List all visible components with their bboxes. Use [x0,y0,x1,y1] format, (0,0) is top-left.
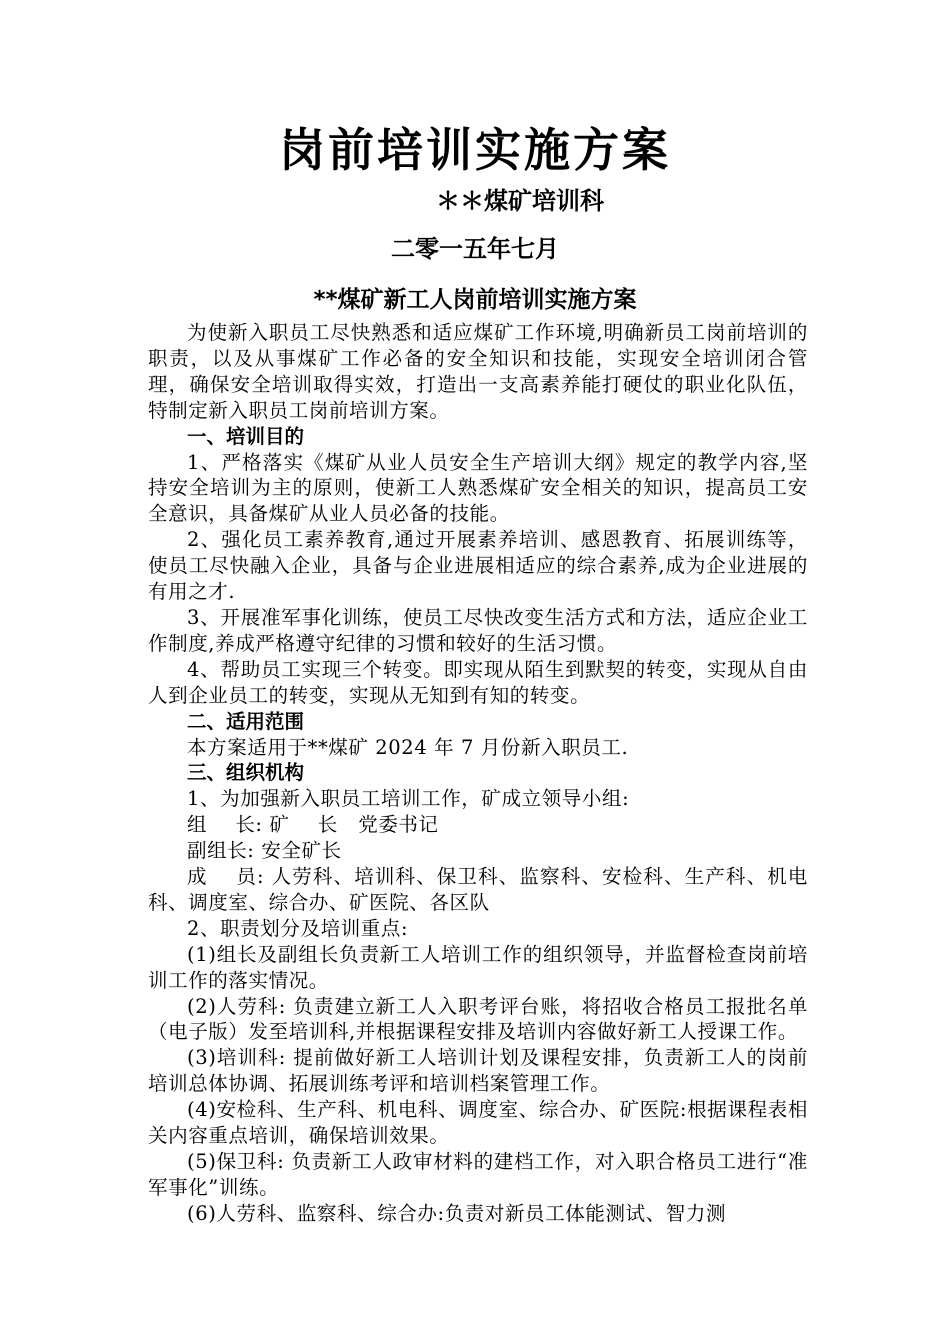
member-label-b: 员: [236,865,265,889]
section-heading-organization: 三、组织机构 [187,761,305,785]
section-heading-purpose: 一、培训目的 [187,424,305,448]
deputy-line: 副组长: 安全矿长 [187,839,342,863]
section-heading-scope: 二、适用范围 [187,709,305,733]
document-date: 二零一五年七月 [391,235,559,263]
duties-lead: 2、职责划分及培训重点: [187,916,409,940]
document-heading: **煤矿新工人岗前培训实施方案 [313,287,637,313]
duty-item: (2)人劳科: 负责建立新工人入职考评台账，将招收合格员工报批名单（电子版）发至培训科,并根据课程安排及培训内容做好新工人授课工作。 [148,994,808,1044]
leader-line [148,812,808,838]
purpose-item: 3、开展准军事化训练，使员工尽快改变生活方式和方法，适应企业工作制度,养成严格遵守纪律的习惯和较好的生活习惯。 [148,605,808,655]
leader-value-c: 党委书记 [358,813,439,837]
leader-label-a: 组 [187,813,208,837]
scope-paragraph: 本方案适用于**煤矿 2024 年 7 月份新入职员工. [187,735,629,759]
purpose-item: 4、帮助员工实现三个转变。即实现从陌生到默契的转变，实现从自由人到企业员工的转变，实现从无知到有知的转变。 [148,657,808,707]
duty-item: (5)保卫科: 负责新工人政审材料的建档工作，对入职合格员工进行“准军事化”训练。 [148,1150,808,1199]
leader-label-b: 长: [235,813,263,837]
organization-lead: 1、为加强新入职员工培训工作，矿成立领导小组: [187,787,630,811]
page-title: 岗前培训实施方案 [279,123,671,177]
subtitle: ＊＊煤矿培训科 [436,187,604,215]
duty-item: (1)组长及副组长负责新工人培训工作的组织领导，并监督检查岗前培训工作的落实情况。 [148,942,808,992]
duty-item: (3)培训科: 提前做好新工人培训计划及课程安排，负责新工人的岗前培训总体协调、拓展训练考评和培训档案管理工作。 [148,1046,808,1096]
member-label-a: 成 [187,865,208,889]
intro-paragraph: 为使新入职员工尽快熟悉和适应煤矿工作环境,明确新员工岗前培训的职责，以及从事煤矿工作必备的安全知识和技能，实现安全培训闭合管理，确保安全培训取得实效，打造出一支高素养能打硬仗的职业化队伍，特制定新入职员工岗前培训方案。 [148,321,808,422]
duty-item: (4)安检科、生产科、机电科、调度室、综合办、矿医院:根据课程表相关内容重点培训，确保培训效果。 [148,1098,808,1148]
duty-item: (6)人劳科、监察科、综合办:负责对新员工体能测试、智力测 [187,1201,727,1225]
leader-value-b: 长 [317,813,338,837]
document-body [148,320,808,1227]
member-line [148,864,808,916]
purpose-item: 2、强化员工素养教育,通过开展素养培训、感恩教育、拓展训练等，使员工尽快融入企业，具备与企业进展相适应的综合素养,成为企业进展的有用之才. [148,528,808,604]
leader-value-a: 矿 [269,813,290,837]
purpose-item: 1、严格落实《煤矿从业人员安全生产培训大纲》规定的教学内容,坚持安全培训为主的原则，使新工人熟悉煤矿安全相关的知识，提高员工安全意识，具备煤矿从业人员必备的技能。 [148,450,808,526]
member-value: 人劳科、培训科、保卫科、监察科、安检科、生产科、机电科、调度室、综合办、矿医院、各区队 [148,865,808,914]
